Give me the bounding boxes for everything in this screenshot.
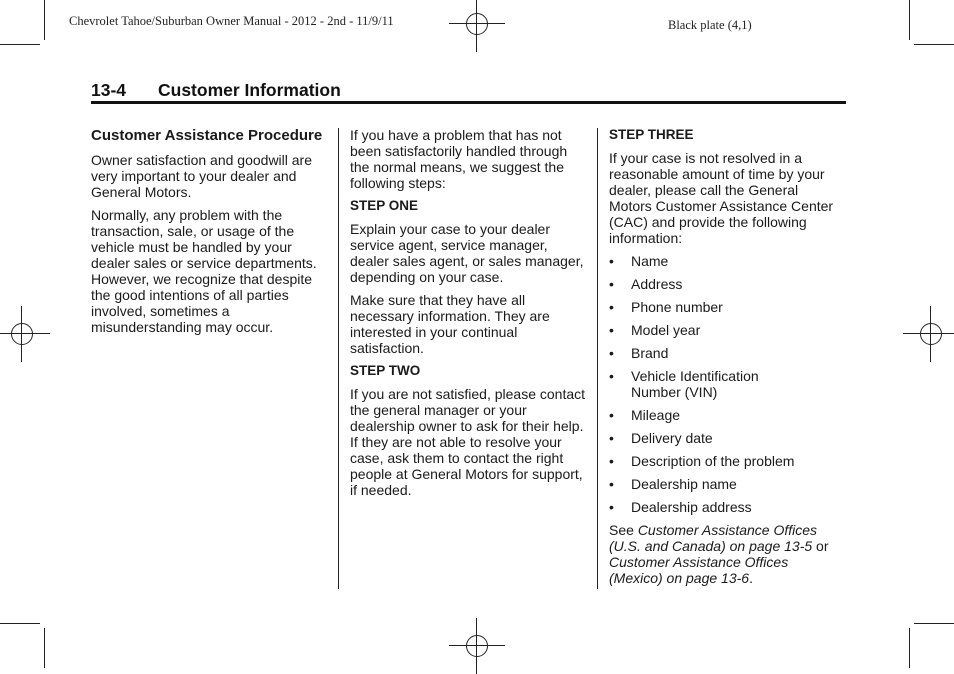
- bullet: •: [609, 368, 614, 384]
- list-item: [609, 322, 844, 338]
- see-prefix: See: [609, 522, 634, 538]
- list-item-text: Phone number: [631, 299, 723, 315]
- column-3: [609, 127, 844, 593]
- bullet: •: [609, 276, 614, 292]
- list-item: [609, 499, 844, 515]
- list-item-text: Dealership name: [631, 476, 737, 492]
- bullet: •: [609, 499, 614, 515]
- list-item: [609, 276, 844, 292]
- registration-mark-bottom: [463, 632, 491, 660]
- bullet: •: [609, 407, 614, 423]
- list-item-text: Delivery date: [631, 430, 713, 446]
- paragraph: Make sure that they have all necessary information. They are interested in your continual satisfaction.: [350, 292, 550, 356]
- list-item: [609, 253, 844, 269]
- bullet: •: [609, 430, 614, 446]
- paragraph: Normally, any problem with the transaction, sale, or usage of the vehicle must be handled by your dealer sales or service departments. However, we recognize that despite the good intentions of all parties involved, sometimes a misunderstanding may occur.: [91, 207, 317, 335]
- bullet: •: [609, 345, 614, 361]
- print-header-right: Black plate (4,1): [668, 18, 752, 32]
- step-two-heading: STEP TWO: [350, 363, 421, 378]
- bullet: •: [609, 453, 614, 469]
- list-item-text: Address: [631, 276, 683, 292]
- cross-reference-link-mexico[interactable]: Customer Assistance Offices (Mexico) on page 13-6: [609, 554, 789, 586]
- column-2: [350, 127, 590, 505]
- paragraph: If you are not satisfied, please contact the general manager or your dealership owner to ask for their help. If they are not able to resolve your case, ask them to contact the right people at General Motors for support, if needed.: [350, 386, 586, 498]
- print-header-left: Chevrolet Tahoe/Suburban Owner Manual - 2012 - 2nd - 11/9/11: [69, 14, 394, 28]
- list-item: [609, 453, 844, 469]
- list-item: [609, 368, 781, 400]
- section-number: 13-4: [91, 80, 127, 100]
- list-item-text: Brand: [631, 345, 669, 361]
- paragraph: Owner satisfaction and goodwill are very important to your dealer and General Motors.: [91, 152, 313, 200]
- bullet: •: [609, 253, 614, 269]
- procedure-heading: Customer Assistance Procedure: [91, 127, 323, 144]
- list-item: [609, 345, 844, 361]
- bullet: •: [609, 299, 614, 315]
- list-item-text: Description of the problem: [631, 453, 795, 469]
- step-three-heading: STEP THREE: [609, 127, 694, 142]
- registration-mark-right: [917, 320, 945, 348]
- list-item: [609, 476, 844, 492]
- column-divider-2: [597, 128, 598, 589]
- list-item: [609, 299, 844, 315]
- list-item: [609, 430, 844, 446]
- registration-mark-top: [463, 10, 491, 38]
- intro-paragraph: If you have a problem that has not been satisfactorily handled through the normal means, we suggest the following steps:: [350, 127, 568, 191]
- registration-mark-left: [8, 320, 36, 348]
- cross-reference-link-us-canada[interactable]: Customer Assistance Offices (U.S. and Canada) on page 13-5: [609, 522, 818, 554]
- section-title: [91, 80, 341, 101]
- cross-reference-paragraph: [609, 522, 844, 586]
- list-item-text: Vehicle Identification Number (VIN): [631, 368, 759, 400]
- step-one-heading: STEP ONE: [350, 198, 419, 213]
- list-item-text: Name: [631, 253, 669, 269]
- see-or: or: [816, 538, 829, 554]
- bullet: •: [609, 322, 614, 338]
- list-item-text: Model year: [631, 322, 701, 338]
- list-item-text: Mileage: [631, 407, 681, 423]
- see-end: .: [749, 570, 753, 586]
- bullet: •: [609, 476, 614, 492]
- section-name: Customer Information: [158, 80, 341, 100]
- list-item: [609, 407, 844, 423]
- paragraph: Explain your case to your dealer service agent, service manager, dealer sales agent, or sales manager, depending on your case.: [350, 221, 584, 285]
- information-list: [609, 253, 844, 515]
- paragraph: If your case is not resolved in a reasonable amount of time by your dealer, please call the General Motors Customer Assistance Center (CAC) and provide the following information:: [609, 150, 834, 246]
- column-divider-1: [338, 128, 339, 589]
- column-1: [91, 127, 331, 342]
- section-rule: [91, 101, 846, 104]
- list-item-text: Dealership address: [631, 499, 752, 515]
